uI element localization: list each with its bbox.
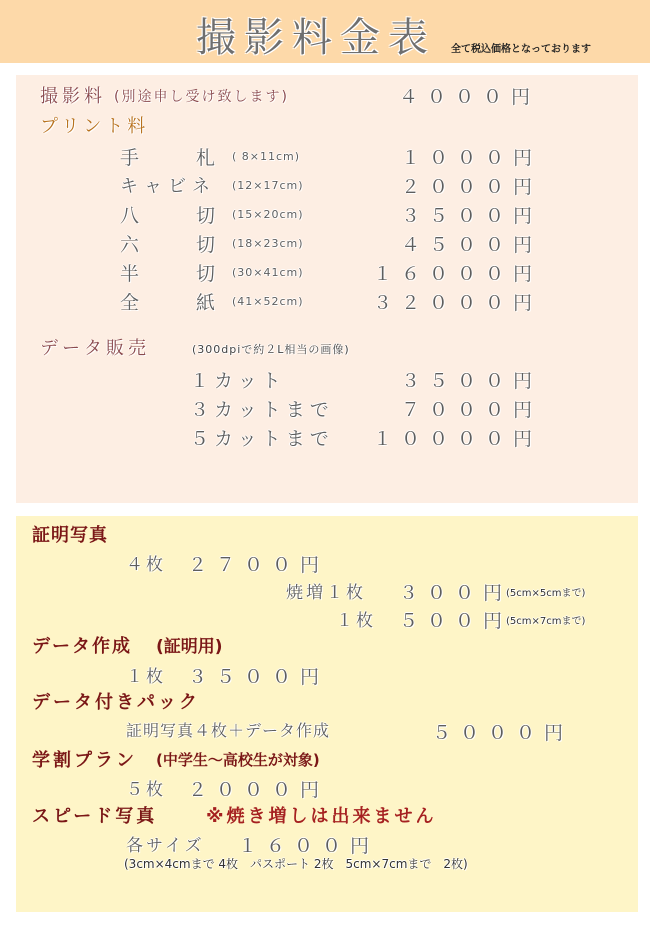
data-sales-item-price: ７０００円 <box>401 399 542 421</box>
print-item-name: 手 <box>120 147 145 169</box>
data-creation-qty: １枚 <box>126 667 166 687</box>
print-item-size: (30×41cm) <box>232 266 304 279</box>
print-item-size: ( 8×11cm) <box>232 150 301 163</box>
speed-photo-warning: ※焼き増しは出来ません <box>206 806 437 827</box>
student-plan-price: ２０００円 <box>188 779 329 801</box>
print-item-name: 六 <box>120 234 145 256</box>
print-item-size: (15×20cm) <box>232 208 304 221</box>
student-plan-heading: 学割プラン <box>32 750 137 771</box>
data-sales-item-label: ５カットまで <box>190 428 334 450</box>
data-sales-note: (300dpiで約２L相当の画像) <box>192 343 350 356</box>
data-pack-desc: 証明写真４枚＋データ作成 <box>126 721 331 740</box>
print-item-size: (18×23cm) <box>232 237 304 250</box>
page-title: 撮影料金表 <box>196 15 436 61</box>
print-item-name-suffix: 切 <box>196 263 221 285</box>
print-item-price: １６０００円 <box>373 263 542 285</box>
print-item-name: キャビネ <box>120 176 216 197</box>
print-item-name-suffix: 切 <box>196 205 221 227</box>
print-item-price: ３２０００円 <box>373 292 542 314</box>
data-sales-item-label: ３カットまで <box>190 399 334 421</box>
print-item-price: ３５００円 <box>401 205 542 227</box>
student-plan-note: (中学生～高校生が対象) <box>156 751 320 769</box>
tax-note: 全て税込価格となっております <box>451 44 591 55</box>
print-item-name-suffix: 札 <box>196 147 221 169</box>
price-panel-photo-print <box>16 75 638 503</box>
id-photo-price: ２７００円 <box>188 554 329 576</box>
data-creation-note: (証明用) <box>156 637 223 657</box>
data-creation-heading: データ作成 <box>32 636 132 657</box>
shooting-fee-price: ４０００円 <box>399 86 540 108</box>
print-item-name-suffix: 紙 <box>196 292 221 314</box>
id-photo-extra-price: ３００円 <box>399 582 512 604</box>
price-panel-id-photo <box>16 516 638 912</box>
speed-photo-heading: スピード写真 <box>32 806 158 827</box>
header-banner <box>0 0 650 63</box>
data-pack-heading: データ付きパック <box>32 692 200 713</box>
data-creation-price: ３５００円 <box>188 666 329 688</box>
print-item-size: (41×52cm) <box>232 295 304 308</box>
speed-photo-note: (3cm×4cmまで 4枚 パスポート 2枚 5cm×7cmまで 2枚) <box>124 857 468 871</box>
shooting-fee-label: 撮影料 <box>40 86 106 107</box>
data-sales-item-price: ３５００円 <box>401 370 542 392</box>
print-item-name: 八 <box>120 205 145 227</box>
print-item-price: ２０００円 <box>401 176 542 198</box>
speed-photo-label: 各サイズ <box>126 836 205 856</box>
print-item-price: ４５００円 <box>401 234 542 256</box>
print-item-name-suffix: 切 <box>196 234 221 256</box>
print-item-size: (12×17cm) <box>232 179 304 192</box>
print-fee-heading: プリント料 <box>40 116 150 137</box>
id-photo-qty: ４枚 <box>126 555 166 575</box>
speed-photo-price: １６００円 <box>238 835 379 857</box>
data-sales-heading: データ販売 <box>40 338 150 359</box>
id-photo-heading: 証明写真 <box>32 525 108 546</box>
print-item-price: １０００円 <box>401 147 542 169</box>
id-photo-extra-note: (5cm×5cmまで) <box>506 588 586 599</box>
id-photo-extra-label: 焼増１枚 <box>286 583 366 603</box>
print-item-name: 半 <box>120 263 145 285</box>
data-sales-item-price: １００００円 <box>373 428 542 450</box>
data-pack-price: ５０００円 <box>432 722 573 744</box>
id-photo-extra-price: ５００円 <box>399 610 512 632</box>
shooting-fee-note: (別途申し受け致します) <box>114 89 289 105</box>
id-photo-extra-note: (5cm×7cmまで) <box>506 616 586 627</box>
student-plan-qty: ５枚 <box>126 780 166 800</box>
id-photo-extra-label: １枚 <box>336 611 376 631</box>
print-item-name: 全 <box>120 292 145 314</box>
data-sales-item-label: １カット <box>190 370 286 392</box>
